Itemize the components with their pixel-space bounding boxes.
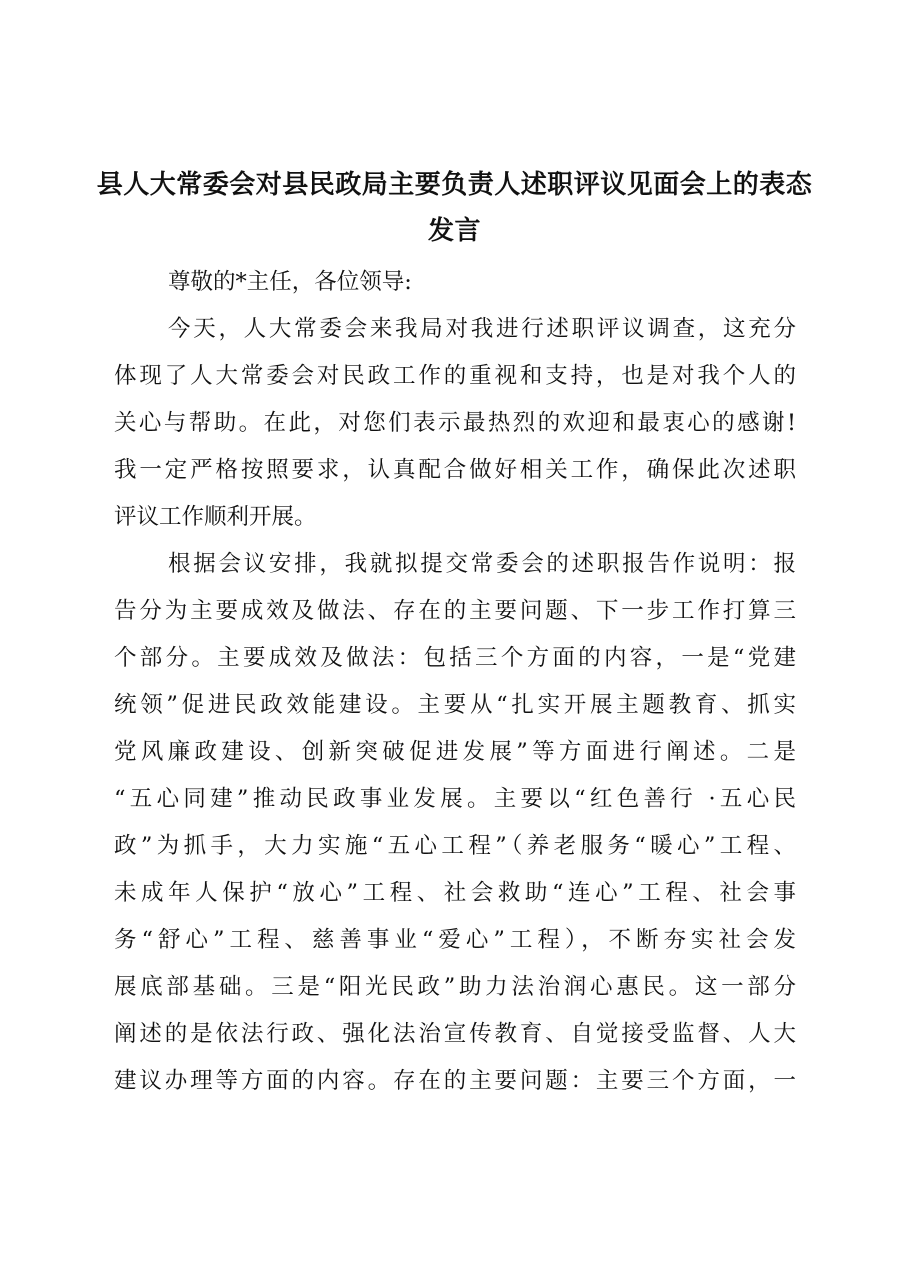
paragraph-1-line: 关心与帮助。在此，对您们表示最热烈的欢迎和最衷心的感谢! bbox=[114, 410, 796, 436]
paragraph-2-line: 阐述的是依法行政、强化法治宣传教育、自觉接受监督、人大 bbox=[114, 1021, 796, 1047]
document-title-line-1: 县人大常委会对县民政局主要负责人述职评议见面会上的表态 bbox=[96, 170, 813, 200]
paragraph-1-line: 今天，人大常委会来我局对我进行述职评议调查，这充分 bbox=[168, 316, 796, 342]
paragraph-2-line: 统领”促进民政效能建设。主要从“扎实开展主题教育、抓实 bbox=[114, 692, 796, 718]
paragraph-2-line: 党风廉政建设、创新突破促进发展”等方面进行阐述。二是 bbox=[114, 739, 796, 765]
document-title-line-2: 发言 bbox=[427, 216, 481, 246]
paragraph-2-line: 告分为主要成效及做法、存在的主要问题、下一步工作打算三 bbox=[114, 598, 796, 624]
paragraph-1-line: 评议工作顺利开展。 bbox=[114, 504, 317, 530]
paragraph-2-line: 未成年人保护“放心”工程、社会救助“连心”工程、社会事 bbox=[114, 880, 796, 906]
paragraph-2-line: 政”为抓手，大力实施“五心工程”（养老服务“暖心”工程、 bbox=[114, 833, 796, 859]
paragraph-2-line: 建议办理等方面的内容。存在的主要问题：主要三个方面，一 bbox=[114, 1068, 796, 1094]
paragraph-1-line: 体现了人大常委会对民政工作的重视和支持，也是对我个人的 bbox=[114, 363, 796, 389]
paragraph-2-line: 根据会议安排，我就拟提交常委会的述职报告作说明：报 bbox=[168, 551, 796, 577]
paragraph-1-line: 我一定严格按照要求，认真配合做好相关工作，确保此次述职 bbox=[114, 457, 796, 483]
paragraph-2-line: 务“舒心”工程、慈善事业“爱心”工程），不断夯实社会发 bbox=[114, 927, 796, 953]
salutation: 尊敬的*主任，各位领导: bbox=[168, 269, 412, 295]
paragraph-2-line: 个部分。主要成效及做法：包括三个方面的内容，一是“党建 bbox=[114, 645, 796, 671]
paragraph-2-line: “五心同建”推动民政事业发展。主要以“红色善行 ·五心民 bbox=[114, 786, 796, 812]
paragraph-2-line: 展底部基础。三是“阳光民政”助力法治润心惠民。这一部分 bbox=[114, 974, 796, 1000]
